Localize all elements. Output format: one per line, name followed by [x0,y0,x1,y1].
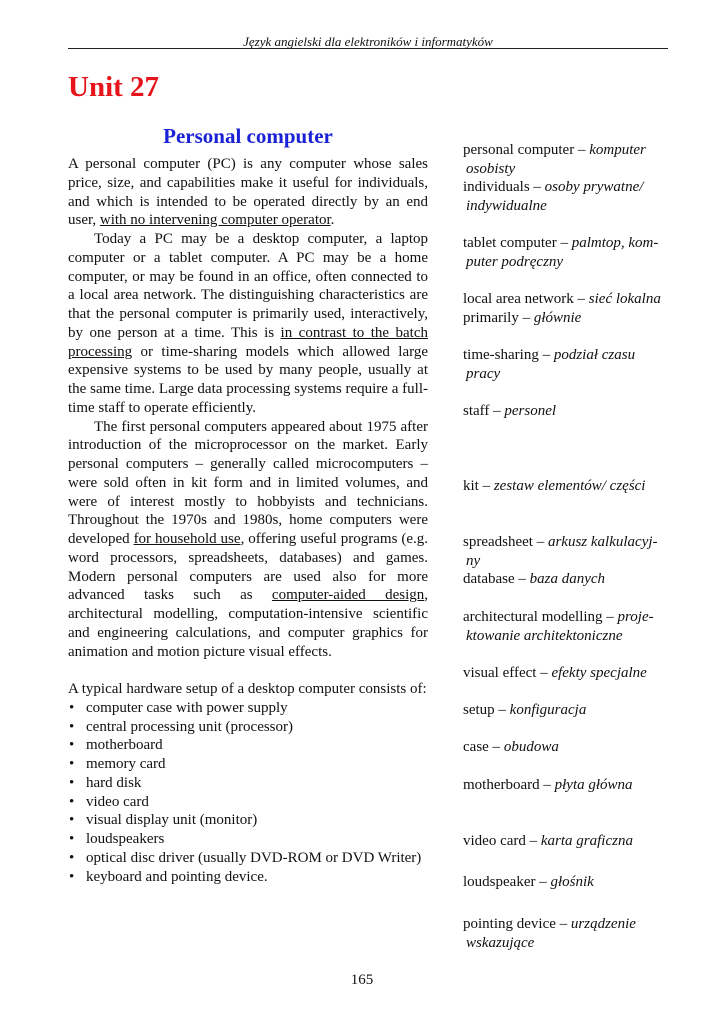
glossary-term: time-sharing – [463,347,554,363]
underlined-phrase: in contrast to the batch processing [68,324,428,360]
bullet-icon: • [69,699,75,716]
section-title: Personal computer [163,124,333,148]
list-item [68,849,428,868]
glossary-term: architectural modelling – [463,609,618,625]
glossary-translation-cont: pracy [466,365,501,382]
glossary-translation: konfiguracja [509,702,587,718]
bullet-icon: • [69,718,75,735]
glossary-term: case – [463,739,504,755]
glossary-entry [463,570,678,589]
list-item [68,830,428,849]
header-rule [68,48,668,49]
glossary-entry [463,915,678,953]
list-item-text: video card [86,793,149,810]
list-item-text: hard disk [86,774,142,791]
paragraph-2 [68,230,428,418]
glossary-translation: efekty specjalne [551,665,647,681]
glossary-translation: komputer [589,142,646,158]
list-item-text: keyboard and pointing device. [86,868,268,885]
glossary-term: local area network – [463,291,589,307]
list-item-text: memory card [86,756,166,772]
glossary-translation: zestaw elementów/ części [493,478,646,494]
text-run: Today a PC may be a desktop computer, a laptop computer or a tablet computer. A PC may be a home computer, or may be found in an office, often connected to a local area network. The distinguishing characteristics are that the personal computer is primarily used, interactively, by one person at a time. This is [68,231,428,341]
glossary-entry [463,309,678,328]
text-run: , architectural modelling, computation-intensive scientific and engineering calculations, and computer graphics for animation and motion picture visual effects. [68,587,428,660]
text-run: The first personal computers appeared about 1975 after introduction of the microprocessor on the market. Early personal computers – generally called microcomputers – were sold often in kit form and in limited volumes, and were of interest mostly to hobbyists and technicians. Throughout the 1970s and 1980s, home computers were developed [68,418,428,547]
text-run: . [330,212,335,229]
glossary-entry [463,873,678,892]
glossary-translation: palmtop, kom- [571,235,659,251]
text-run: or time-sharing models which allowed large expensive systems to be used by many people, usually at the same time. Large data processing systems require a full-time staff to operate efficiently. [68,343,428,416]
glossary-term: visual effect – [463,665,552,681]
bullet-icon: • [69,868,75,885]
bullet-icon: • [69,849,75,866]
glossary-entry [463,477,678,496]
underlined-phrase: computer-aided design [271,587,425,604]
list-item-text: computer case with power supply [86,699,288,716]
glossary-translation: personel [504,403,557,419]
glossary-term: motherboard – [463,777,555,793]
list-item [68,736,428,755]
glossary-entry [463,290,678,309]
glossary-term: pointing device – [463,916,571,932]
paragraph-4: A typical hardware setup of a desktop computer consists of: [68,681,427,697]
list-item [68,774,428,793]
glossary-entry [463,533,678,571]
glossary-term: loudspeaker – [463,874,551,890]
glossary-entry [463,141,678,179]
list-item-text: visual display unit (monitor) [86,812,258,829]
glossary-translation: arkusz kalkulacyj- [547,534,658,550]
glossary-entry [463,234,678,272]
glossary-translation: głośnik [550,874,594,890]
glossary-entry [463,608,678,646]
glossary-translation-cont: indywidualne [466,197,547,214]
list-item-text: central processing unit (processor) [86,718,294,735]
glossary-term: kit – [463,478,494,494]
page-number: 165 [350,972,374,988]
glossary-translation: obudowa [503,739,559,755]
glossary-term: database – [463,571,530,587]
glossary-translation: proje- [617,609,654,625]
list-item [68,718,428,737]
underlined-phrase: with no intervening computer operator [99,212,331,229]
glossary-translation-cont: ny [466,552,481,569]
glossary-translation: płyta główna [554,777,633,793]
glossary-translation-cont: osobisty [466,160,516,177]
bullet-icon: • [69,812,75,829]
glossary-term: primarily – [463,310,534,326]
glossary-entry [463,832,678,851]
list-item-text: loudspeakers [86,831,165,847]
glossary-translation: sieć lokalna [588,291,661,307]
bullet-icon: • [69,831,75,847]
glossary-translation-cont: puter podręczny [466,253,564,270]
glossary-entry [463,346,678,384]
glossary-term: tablet computer – [463,235,572,251]
glossary-term: staff – [463,403,505,419]
paragraph-3 [68,418,428,662]
list-item [68,811,428,830]
glossary-translation-cont: ktowanie architektoniczne [466,627,623,644]
unit-title: Unit 27 [68,71,160,103]
text-run: A personal computer (PC) is any computer whose sales price, size, and capabilities make it useful for individuals, and which is intended to be operated directly by an end user, [68,156,428,229]
glossary-translation-cont: wskazujące [466,934,535,951]
glossary-term: setup – [463,702,510,718]
glossary-term: spreadsheet – [463,534,548,550]
bullet-icon: • [69,774,75,791]
glossary-translation: podział czasu [553,347,636,363]
bullet-icon: • [69,756,75,772]
glossary-term: individuals – [463,179,545,195]
list-item [68,755,428,774]
hardware-list [68,699,428,887]
glossary-entry [463,178,678,216]
paragraph-1 [68,155,428,230]
glossary-entry [463,402,678,421]
running-header: Język angielski dla elektroników i informatyków [243,34,493,49]
glossary-entry [463,701,678,720]
glossary-translation: głównie [533,310,582,326]
list-item [68,868,428,887]
glossary-entry [463,738,678,757]
list-item-text: motherboard [86,737,163,754]
list-item [68,793,428,812]
glossary-translation: karta graficzna [540,833,633,849]
bullet-icon: • [69,737,75,754]
glossary-translation: osoby prywatne/ [544,179,644,195]
underlined-phrase: for household use [133,531,241,547]
glossary-translation: baza danych [529,571,606,587]
glossary-translation: urządzenie [570,916,636,932]
glossary-entry [463,664,678,683]
glossary-entry [463,776,678,795]
glossary-term: personal computer – [463,142,590,158]
list-item-text: optical disc driver (usually DVD-ROM or DVD Writer) [86,849,422,866]
bullet-icon: • [69,793,75,810]
list-item [68,699,428,718]
text-run: , offering useful programs (e.g. word processors, spreadsheets, databases) and games. Modern personal computers are used also for more advanced tasks such as [68,531,428,604]
main-text-column [68,155,428,886]
glossary-term: video card – [463,833,541,849]
